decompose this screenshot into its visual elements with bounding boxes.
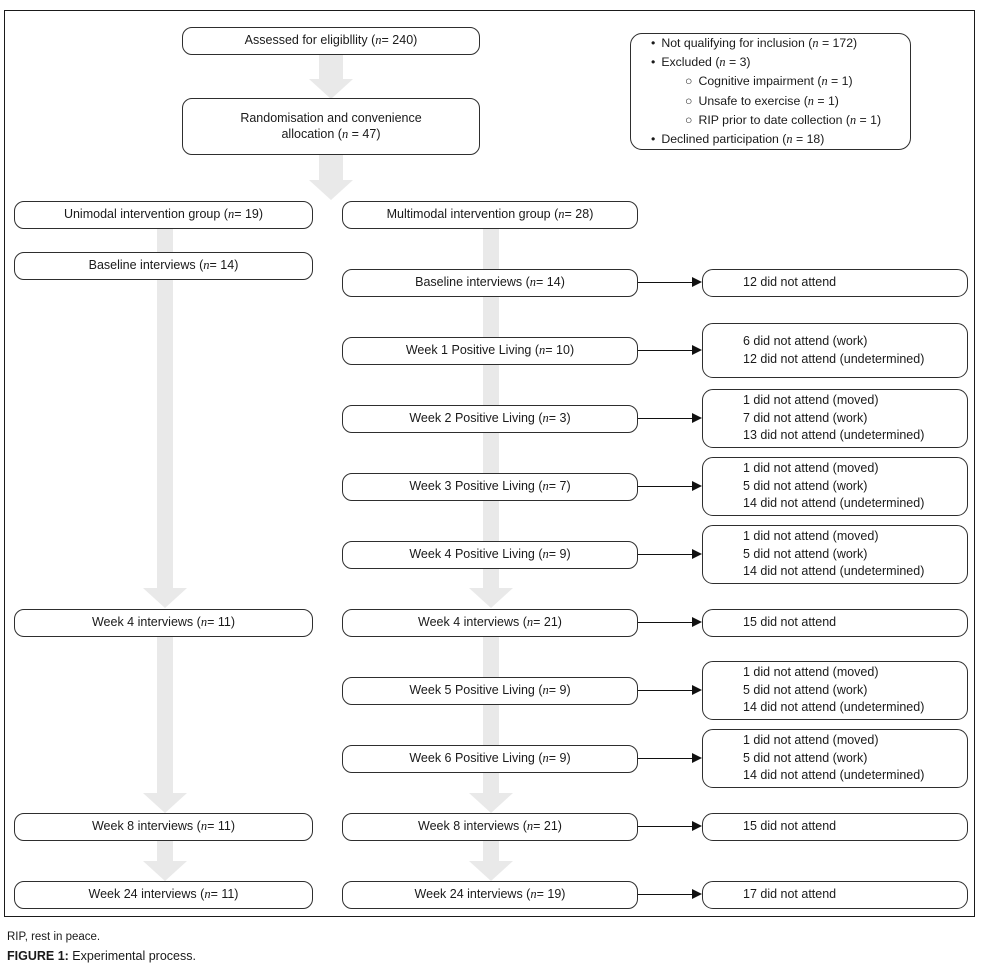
attendance-baseline-box [702, 269, 968, 297]
assessed-box: Assessed for eligibllity ( n = 240) [182, 27, 480, 55]
attendance-line: 5 did not attend (work) [743, 546, 868, 561]
arrow-week4pl-attendance [638, 554, 700, 555]
down-arrow-assessed-head [309, 79, 353, 99]
figure-label: FIGURE 1: [7, 949, 69, 963]
attendance-week4-box [702, 525, 968, 584]
attendance-line: 5 did not attend (work) [743, 750, 868, 765]
attendance-line: 1 did not attend (moved) [743, 733, 879, 748]
attendance-line: 15 did not attend [743, 819, 837, 834]
multimodal-flow-arrow3-head [469, 861, 513, 881]
multimodal-flow-arrow1-head [469, 588, 513, 608]
attendance-line: 1 did not attend (moved) [743, 529, 879, 544]
unimodal-flow-arrow2-head [143, 793, 187, 813]
unimodal-baseline-box: Baseline interviews ( n = 14) [14, 252, 313, 280]
attendance-line: 7 did not attend (work) [743, 410, 868, 425]
unimodal-flow-arrow1-shaft [157, 228, 173, 589]
exclusion-subitem [651, 72, 853, 91]
exclusion-item [651, 130, 824, 149]
unimodal-week4-interviews-box: Week 4 interviews ( n = 11) [14, 609, 313, 637]
attendance-week3-box [702, 457, 968, 516]
attendance-week5-box [702, 661, 968, 720]
exclusion-text: Unsafe to exercise (n = 1) [698, 93, 839, 108]
attendance-week2-box [702, 389, 968, 448]
arrow-week8int-attendance [638, 826, 700, 827]
attendance-line: 17 did not attend [743, 887, 837, 902]
multimodal-flow-arrow3-shaft [483, 841, 499, 862]
abbreviation-note: RIP, rest in peace. [7, 931, 101, 943]
arrow-week24int-attendance [638, 894, 700, 895]
arrow-week2-attendance [638, 418, 700, 419]
exclusion-text: RIP prior to date collection (n = 1) [698, 112, 882, 127]
attendance-line: 1 did not attend (moved) [743, 461, 879, 476]
attendance-line: 14 did not attend (undetermined) [743, 564, 925, 579]
exclusion-item [651, 53, 751, 72]
attendance-week24-interviews-box [702, 881, 968, 909]
multimodal-week4-interviews-box: Week 4 interviews ( n = 21) [342, 609, 638, 637]
multimodal-week5-pl-box: Week 5 Positive Living ( n = 9) [342, 677, 638, 705]
multimodal-week1-pl-box: Week 1 Positive Living ( n = 10) [342, 337, 638, 365]
arrow-week4int-attendance [638, 622, 700, 623]
unimodal-week24-interviews-box: Week 24 interviews ( n = 11) [14, 881, 313, 909]
exclusion-box [630, 33, 911, 150]
bullet-icon: • [651, 55, 656, 70]
attendance-line: 5 did not attend (work) [743, 682, 868, 697]
multimodal-week24-interviews-box: Week 24 interviews ( n = 19) [342, 881, 638, 909]
multimodal-week3-pl-box: Week 3 Positive Living ( n = 7) [342, 473, 638, 501]
figure-caption [7, 949, 196, 963]
attendance-line: 1 did not attend (moved) [743, 665, 879, 680]
attendance-line: 12 did not attend (undetermined) [743, 351, 925, 366]
attendance-line: 1 did not attend (moved) [743, 393, 879, 408]
attendance-week8-interviews-box [702, 813, 968, 841]
arrow-week3-attendance [638, 486, 700, 487]
circle-bullet-icon: ○ [685, 74, 693, 89]
bullet-icon: • [651, 35, 656, 50]
exclusion-text: Declined participation (n = 18) [661, 131, 825, 146]
down-arrow-randomisation-head [309, 180, 353, 200]
attendance-line: 5 did not attend (work) [743, 478, 868, 493]
attendance-week4-interviews-box [702, 609, 968, 637]
attendance-line: 14 did not attend (undetermined) [743, 700, 925, 715]
attendance-week6-box [702, 729, 968, 788]
exclusion-text: Cognitive impairment (n = 1) [698, 74, 853, 89]
exclusion-text: Excluded (n = 3) [661, 55, 751, 70]
arrow-week5-attendance [638, 690, 700, 691]
randomisation-line2: allocation (n = 47) [281, 126, 381, 141]
randomisation-box [182, 98, 480, 155]
unimodal-week8-interviews-box: Week 8 interviews ( n = 11) [14, 813, 313, 841]
attendance-line: 14 did not attend (undetermined) [743, 496, 925, 511]
circle-bullet-icon: ○ [685, 112, 693, 127]
attendance-line: 14 did not attend (undetermined) [743, 768, 925, 783]
multimodal-week4-pl-box: Week 4 Positive Living ( n = 9) [342, 541, 638, 569]
attendance-line: 13 did not attend (undetermined) [743, 428, 925, 443]
multimodal-week2-pl-box: Week 2 Positive Living ( n = 3) [342, 405, 638, 433]
arrow-baseline-attendance [638, 282, 700, 283]
circle-bullet-icon: ○ [685, 93, 693, 108]
multimodal-baseline-box: Baseline interviews ( n = 14) [342, 269, 638, 297]
attendance-line: 6 did not attend (work) [743, 334, 868, 348]
multimodal-flow-arrow2-head [469, 793, 513, 813]
exclusion-item [651, 34, 857, 53]
attendance-line: 15 did not attend [743, 615, 837, 630]
exclusion-text: Not qualifying for inclusion (n = 172) [661, 35, 858, 50]
unimodal-flow-arrow2-shaft [157, 637, 173, 794]
unimodal-flow-arrow1-head [143, 588, 187, 608]
exclusion-subitem [651, 92, 839, 111]
bullet-icon: • [651, 131, 656, 146]
unimodal-group-box: Unimodal intervention group ( n = 19) [14, 201, 313, 229]
multimodal-week8-interviews-box: Week 8 interviews ( n = 21) [342, 813, 638, 841]
attendance-line: 12 did not attend [743, 275, 837, 290]
multimodal-week6-pl-box: Week 6 Positive Living ( n = 9) [342, 745, 638, 773]
unimodal-flow-arrow3-head [143, 861, 187, 881]
arrow-week6-attendance [638, 758, 700, 759]
multimodal-group-box: Multimodal intervention group ( n = 28) [342, 201, 638, 229]
down-arrow-assessed-shaft [319, 55, 343, 80]
attendance-week1-box [702, 323, 968, 378]
down-arrow-randomisation-shaft [319, 154, 343, 181]
figure-title: Experimental process. [68, 949, 196, 963]
exclusion-subitem [651, 111, 881, 130]
unimodal-flow-arrow3-shaft [157, 841, 173, 862]
randomisation-line1: Randomisation and convenience [240, 110, 422, 125]
arrow-week1-attendance [638, 350, 700, 351]
